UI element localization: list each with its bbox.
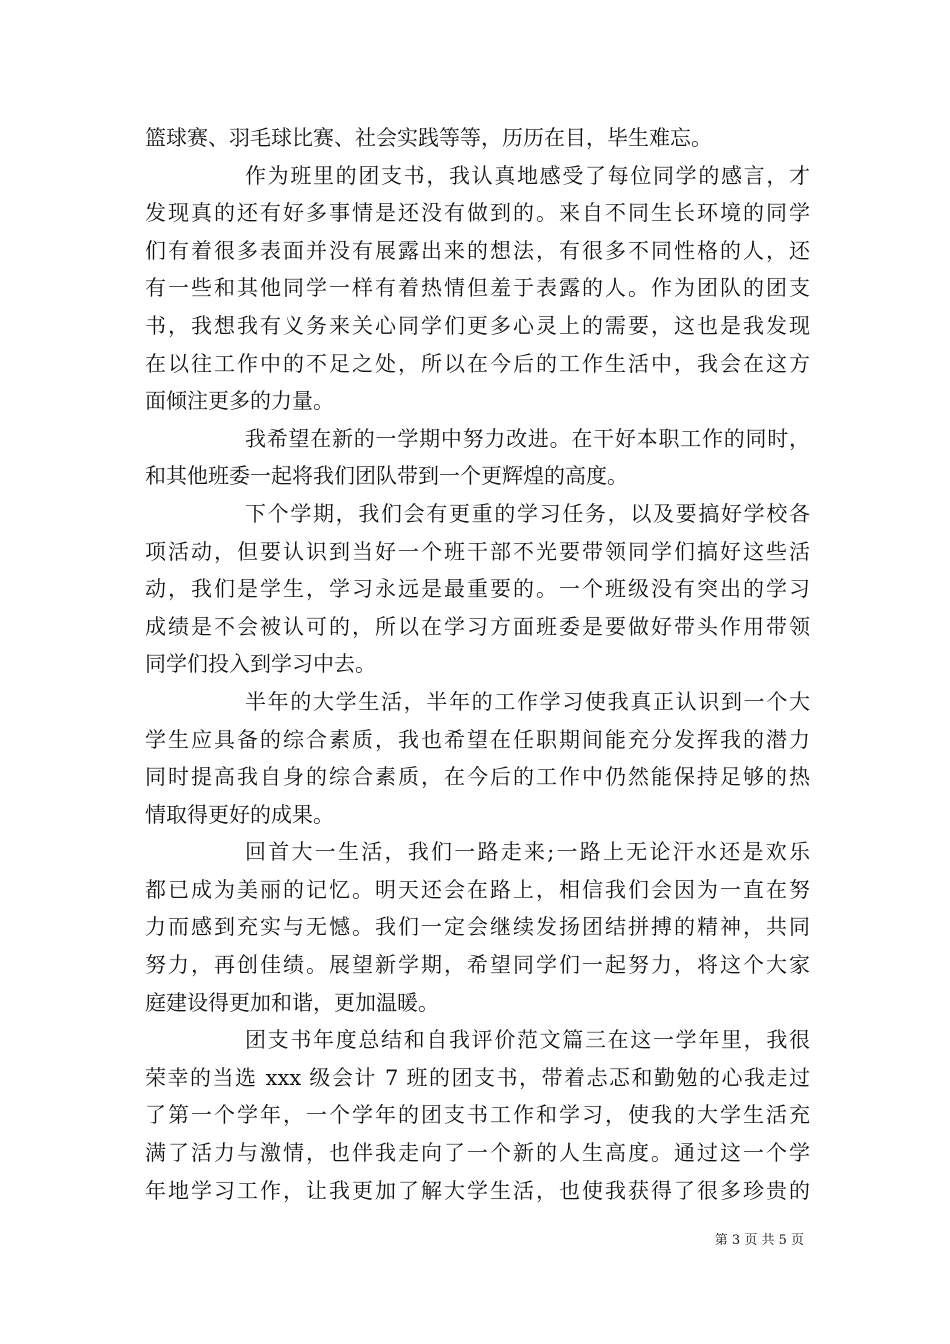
text-line: 发现真的还有好多事情是还没有做到的。来自不同生长环境的同学 — [145, 201, 810, 226]
text-line: 都已成为美丽的记忆。明天还会在路上，相信我们会因为一直在努 — [145, 877, 810, 902]
text-line: 年地学习工作，让我更加了解大学生活，也使我获得了很多珍贵的 — [145, 1178, 810, 1203]
text-line: 篮球赛、羽毛球比赛、社会实践等等，历历在目，毕生难忘。 — [145, 126, 712, 150]
text-line: 我希望在新的一学期中努力改进。在干好本职工作的同时， — [245, 426, 810, 451]
text-line: 和其他班委一起将我们团队带到一个更辉煌的高度。 — [145, 464, 628, 489]
text-line: 学生应具备的综合素质，我也希望在任职期间能充分发挥我的潜力 — [145, 727, 810, 752]
text-line: 同时提高我自身的综合素质，在今后的工作中仍然能保持足够的热 — [145, 765, 810, 790]
text-line: 作为班里的团支书，我认真地感受了每位同学的感言，才 — [245, 163, 810, 188]
text-line: 团支书年度总结和自我评价范文篇三在这一学年里，我很 — [245, 1028, 810, 1053]
page-number-footer: 第 3 页 共 5 页 — [714, 1233, 804, 1248]
text-line: 有一些和其他同学一样有着热情但羞于表露的人。作为团队的团支 — [145, 276, 810, 301]
text-line: 同学们投入到学习中去。 — [145, 652, 376, 677]
text-line: 书，我想我有义务来关心同学们更多心灵上的需要，这也是我发现 — [145, 313, 810, 338]
text-line: 情取得更好的成果。 — [145, 802, 334, 827]
text-line: 下个学期，我们会有更重的学习任务，以及要搞好学校各 — [245, 501, 810, 526]
body-text — [145, 120, 810, 1210]
text-line: 力而感到充实与无憾。我们一定会继续发扬团结拼搏的精神，共同 — [145, 915, 810, 940]
text-line: 动，我们是学生，学习永远是最重要的。一个班级没有突出的学习 — [145, 577, 810, 602]
text-line: 满了活力与激情，也伴我走向了一个新的人生高度。通过这一个学 — [145, 1141, 810, 1166]
text-line: 了第一个学年，一个学年的团支书工作和学习，使我的大学生活充 — [145, 1103, 810, 1128]
text-line: 回首大一生活，我们一路走来;一路上无论汗水还是欢乐 — [245, 840, 810, 865]
text-line: 荣幸的当选 xxx 级会计 7 班的团支书，带着忐忑和勤勉的心我走过 — [145, 1065, 810, 1090]
text-line: 面倾注更多的力量。 — [145, 389, 334, 414]
text-line: 在以往工作中的不足之处，所以在今后的工作生活中，我会在这方 — [145, 351, 810, 376]
text-line: 成绩是不会被认可的，所以在学习方面班委是要做好带头作用带领 — [145, 614, 810, 639]
text-line: 努力，再创佳绩。展望新学期，希望同学们一起努力，将这个大家 — [145, 953, 810, 978]
text-line: 们有着很多表面并没有展露出来的想法，有很多不同性格的人，还 — [145, 238, 810, 263]
text-line: 半年的大学生活，半年的工作学习使我真正认识到一个大 — [245, 689, 810, 714]
text-line: 项活动，但要认识到当好一个班干部不光要带领同学们搞好这些活 — [145, 539, 810, 564]
text-line: 庭建设得更加和谐，更加温暖。 — [145, 990, 439, 1015]
